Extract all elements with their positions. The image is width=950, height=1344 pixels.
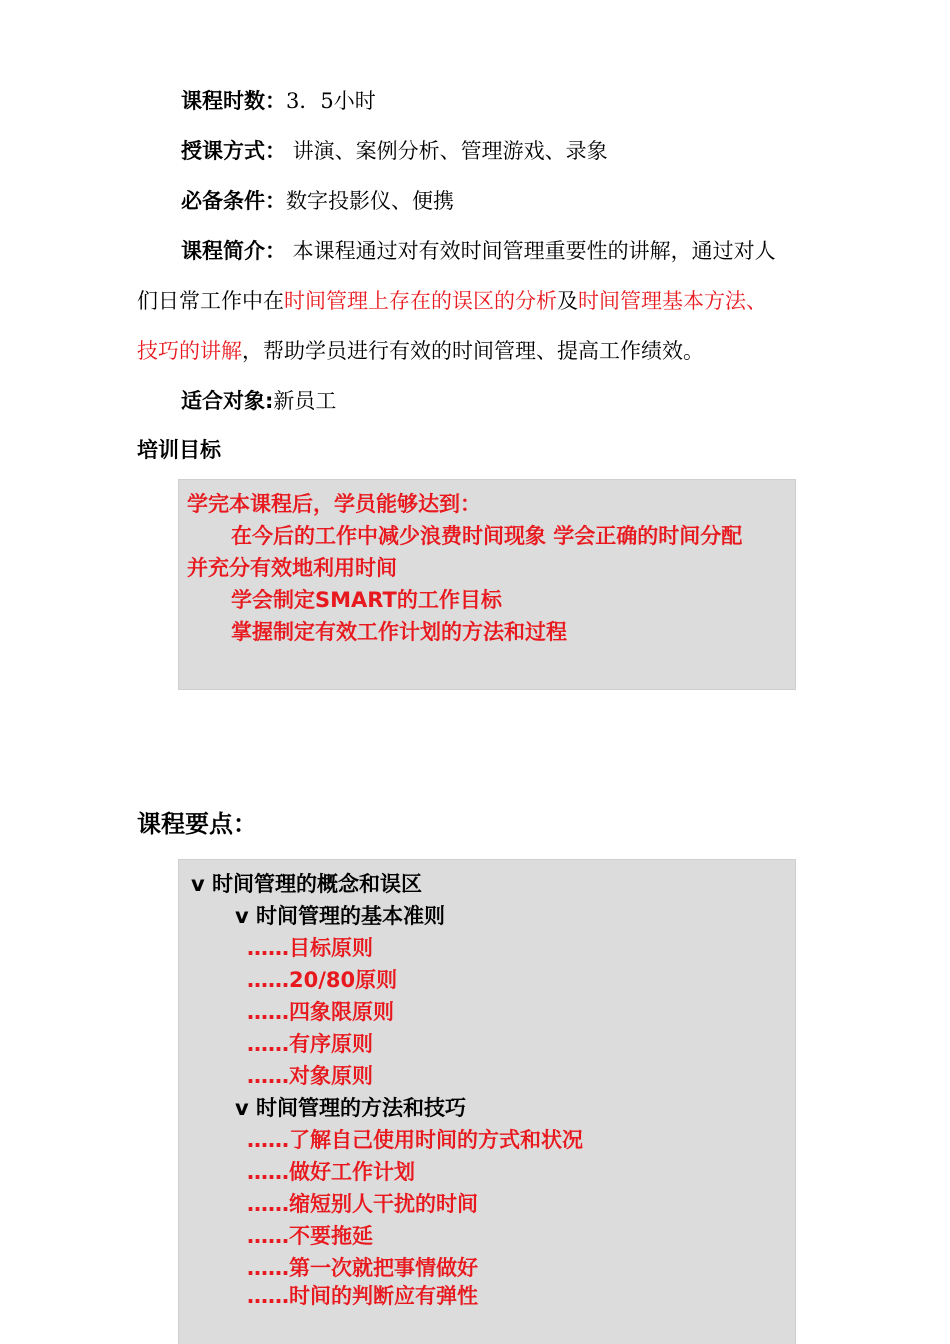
list-item: ……做好工作计划 [247,1160,415,1184]
requirements-row [181,187,454,215]
intro-text-2c: 及 [557,289,578,313]
intro-text-3a: 技巧的讲解 [137,339,242,363]
objective-line: 在今后的工作中减少浪费时间现象 学会正确的时间分配 [231,524,743,548]
intro-text-2a: 们日常工作中在 [137,289,284,313]
points-heading: 课程要点： [137,810,257,838]
teaching-method-label: 授课方式： [181,139,286,163]
points-section-1: v 时间管理的基本准则 [235,904,445,928]
objective-line: 学完本课程后，学员能够达到： [187,492,481,516]
teaching-method-value: 讲演、案例分析、管理游戏、录象 [286,139,608,163]
intro-line-2 [137,287,767,315]
teaching-method-row [181,137,608,165]
list-item: ……对象原则 [247,1064,373,1088]
course-hours-row [181,87,376,115]
points-box [178,859,796,1344]
audience-value: 新员工 [273,389,337,413]
intro-text-2d: 时间管理基本方法、 [578,289,767,313]
objective-line: 学会制定SMART的工作目标 [231,588,502,612]
objective-line: 掌握制定有效工作计划的方法和过程 [231,620,567,644]
audience-label: 适合对象: [181,389,274,413]
list-item: ……20/80原则 [247,968,398,992]
list-item: ……不要拖延 [247,1224,373,1248]
intro-text-2b: 时间管理上存在的误区的分析 [284,289,557,313]
intro-text-1: 本课程通过对有效时间管理重要性的讲解，通过对人 [286,239,776,263]
objectives-heading: 培训目标 [137,438,221,462]
points-top-item: v 时间管理的概念和误区 [191,872,422,896]
list-item: ……有序原则 [247,1032,373,1056]
intro-text-3b: ，帮助学员进行有效的时间管理、提高工作绩效。 [242,339,704,363]
intro-line-1 [181,237,776,265]
list-item: ……目标原则 [247,936,373,960]
requirements-value: 数字投影仪、便携 [286,189,454,213]
intro-label: 课程简介： [181,239,286,263]
requirements-label: 必备条件： [181,189,286,213]
list-item: ……缩短别人干扰的时间 [247,1192,478,1216]
points-section-2: v 时间管理的方法和技巧 [235,1096,466,1120]
course-hours-label: 课程时数： [181,89,286,113]
list-item: ……第一次就把事情做好 [247,1256,478,1280]
list-item: ……四象限原则 [247,1000,394,1024]
intro-line-3 [137,337,704,365]
list-item: ……了解自己使用时间的方式和状况 [247,1128,583,1152]
list-item: ……时间的判断应有弹性 [247,1284,478,1308]
objective-line: 并充分有效地利用时间 [187,556,397,580]
objectives-box [178,479,796,690]
course-hours-value: 3．5小时 [286,89,376,113]
audience-row [181,387,336,415]
